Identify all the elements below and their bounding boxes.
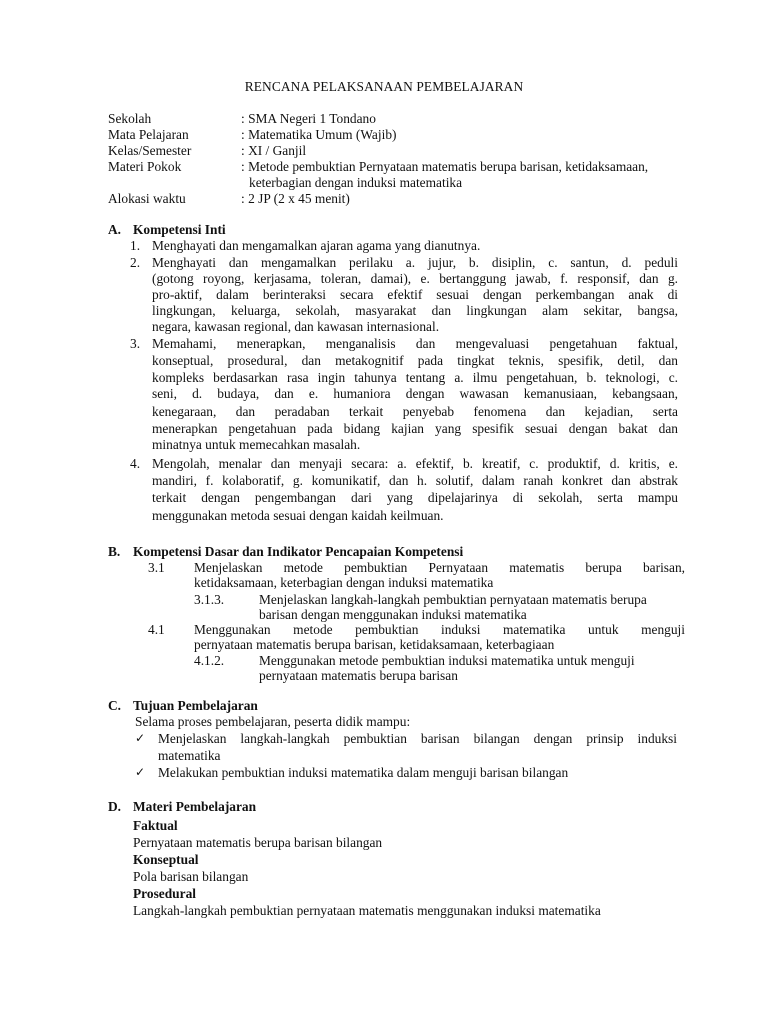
checkmark-icon: ✓	[135, 731, 146, 745]
objective-intro: Selama proses pembelajaran, peserta didik mampu:	[135, 714, 411, 729]
info-value: : Metode pembuktian Pernyataan matematis berupa barisan, ketidaksamaan,	[241, 159, 649, 174]
info-value-continuation: keterbagian dengan induksi matematika	[249, 175, 463, 190]
list-item-text: Menghayati dan mengamalkan ajaran agama yang dianutnya.	[152, 238, 481, 253]
list-number: 2.	[130, 255, 141, 270]
section-title: Tujuan Pembelajaran	[133, 698, 258, 713]
kd-line: Menggunakan metode pembuktian induksi matematika untuk menguji	[259, 653, 635, 668]
objective-line: Menjelaskan langkah-langkah pembuktian barisan bilangan dengan prinsip induksi	[158, 731, 677, 746]
list-number: 1.	[130, 238, 141, 253]
list-item-line: kompleks berdasarkan rasa ingin tahunya tentang a. ilmu pengetahuan, b. teknologi, c.	[152, 370, 678, 385]
document-title: RENCANA PELAKSANAAN PEMBELAJARAN	[244, 79, 524, 94]
section-title: Materi Pembelajaran	[133, 799, 257, 814]
kd-line: pernyataan matematis berupa barisan, ketidaksamaan, keterbagiaan	[194, 637, 555, 652]
list-item-line: Menghayati dan mengamalkan perilaku a. jujur, b. disiplin, c. santun, d. peduli	[152, 255, 678, 270]
section-b-heading	[108, 544, 463, 560]
info-label: Kelas/Semester	[108, 143, 192, 158]
kd-line: pernyataan matematis berupa barisan	[259, 668, 458, 683]
section-a-heading	[108, 222, 226, 238]
section-letter: B.	[108, 544, 121, 559]
info-value: : Matematika Umum (Wajib)	[241, 127, 397, 142]
info-value: : 2 JP (2 x 45 menit)	[241, 191, 350, 206]
section-letter: C.	[108, 698, 122, 713]
info-value: : XI / Ganjil	[241, 143, 307, 158]
section-title: Kompetensi Dasar dan Indikator Pencapaian Kompetensi	[133, 544, 464, 559]
material-text: Pernyataan matematis berupa barisan bilangan	[133, 835, 383, 850]
list-item-line: lingkungan, keluarga, sekolah, masyarakat dan lingkungan alam sekitar, bangsa,	[152, 303, 678, 318]
section-letter: D.	[108, 799, 122, 814]
kd-line: ketidaksamaan, keterbagian dengan induksi matematika	[194, 575, 494, 590]
material-label-faktual: Faktual	[133, 818, 178, 833]
kd-line: Menjelaskan langkah-langkah pembuktian pernyataan matematis berupa	[259, 592, 647, 607]
info-label: Sekolah	[108, 111, 152, 126]
checkmark-icon: ✓	[135, 765, 146, 779]
list-item-line: Mengolah, menalar dan menyaji secara: a. efektif, b. kreatif, c. produktif, d. kritis, e.	[152, 456, 678, 471]
objective-line: Melakukan pembuktian induksi matematika dalam menguji barisan bilangan	[158, 765, 569, 780]
indicator-number: 4.1.2.	[194, 653, 225, 668]
kd-number: 3.1	[148, 560, 165, 575]
material-text: Langkah-langkah pembuktian pernyataan matematis menggunakan induksi matematika	[133, 903, 601, 918]
kd-number: 4.1	[148, 622, 165, 637]
kd-line: Menggunakan metode pembuktian induksi matematika untuk menguji	[194, 622, 685, 637]
info-label: Materi Pokok	[108, 159, 182, 174]
list-item-line: terkait dengan pengembangan dari yang dipelajarinya di sekolah, serta mampu	[152, 490, 678, 505]
list-item-line: menggunakan metoda sesuai dengan kaidah keilmuan.	[152, 508, 444, 523]
list-item-line: minatnya untuk memecahkan masalah.	[152, 437, 361, 452]
material-label-konseptual: Konseptual	[133, 852, 199, 867]
kd-line: Menjelaskan metode pembuktian Pernyataan matematis berupa barisan,	[194, 560, 685, 575]
list-number: 4.	[130, 456, 141, 471]
section-d-heading	[108, 799, 256, 815]
list-number: 3.	[130, 336, 141, 351]
list-item-line: mandiri, f. kolaboratif, g. komunikatif, dan h. solutif, dalam ranah konkret dan abstrak	[152, 473, 678, 488]
section-c-heading	[108, 698, 258, 714]
objective-line: matematika	[158, 748, 221, 763]
kd-line: barisan dengan menggunakan induksi matematika	[259, 607, 527, 622]
list-item-line: pro-aktif, dalam berinteraksi secara efektif sesuai dengan perkembangan anak di	[152, 287, 678, 302]
section-title: Kompetensi Inti	[133, 222, 226, 237]
section-letter: A.	[108, 222, 122, 237]
material-label-prosedural: Prosedural	[133, 886, 196, 901]
list-item-line: negara, kawasan regional, dan kawasan internasional.	[152, 319, 440, 334]
info-label: Alokasi waktu	[108, 191, 186, 206]
list-item-line: seni, d. budaya, dan e. humaniora dengan wawasan kemanusiaan, kebangsaan,	[152, 386, 678, 401]
list-item-line: menerapkan pengetahuan pada bidang kajian yang spesifik sesuai dengan bakat dan	[152, 421, 678, 436]
list-item-line: konseptual, prosedural, dan metakognitif pada tingkat teknis, spesifik, detil, dan	[152, 353, 678, 368]
material-text: Pola barisan bilangan	[133, 869, 249, 884]
list-item-line: Memahami, menerapkan, menganalisis dan mengevaluasi pengetahuan faktual,	[152, 336, 678, 351]
info-label: Mata Pelajaran	[108, 127, 189, 142]
indicator-number: 3.1.3.	[194, 592, 225, 607]
list-item-line: kenegaraan, dan peradaban terkait penyebab fenomena dan kejadian, serta	[152, 404, 678, 419]
info-value: : SMA Negeri 1 Tondano	[241, 111, 376, 126]
list-item-line: (gotong royong, kerjasama, toleran, damai), e. bertanggung jawab, f. responsif, dan g.	[152, 271, 678, 286]
